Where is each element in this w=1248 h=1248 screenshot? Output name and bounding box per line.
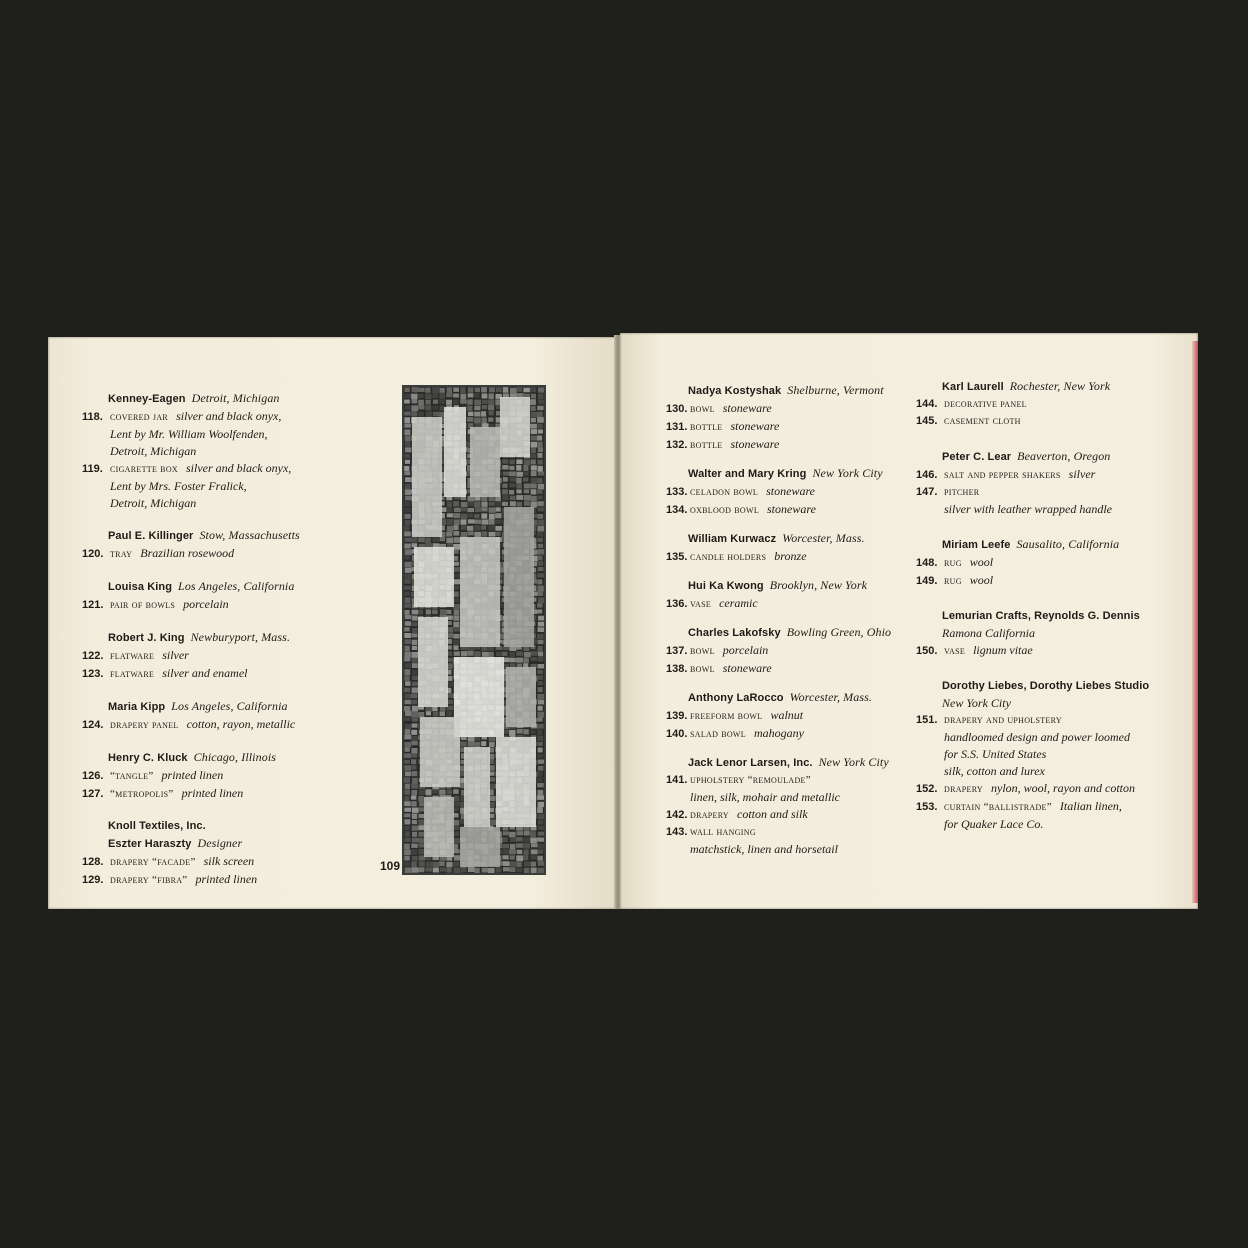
catalog-item [82,596,402,614]
maker-name: Walter and Mary Kring [688,468,807,480]
item-title: bowl [690,663,715,675]
item-number: 124. [82,719,104,731]
catalog-entry [82,389,402,512]
maker-heading [82,697,402,716]
designer-heading [82,835,402,853]
item-medium: silver and black onyx, [176,409,282,423]
item-title: salad bowl [690,728,746,740]
item-title: rug [944,557,962,569]
maker-heading [82,817,402,835]
maker-heading [666,688,926,707]
catalog-entry [82,817,402,889]
maker-name: Peter C. Lear [942,451,1012,463]
maker-location: Detroit, Michigan [191,391,280,405]
catalog-entry [666,464,926,519]
catalog-item [82,785,402,803]
catalog-entry [666,623,926,678]
item-number: 137. [666,645,688,657]
item-title: “metropolis” [110,788,174,800]
catalog-entry [666,529,926,566]
left-page [48,337,616,909]
maker-heading [666,529,926,548]
maker-sublocation: New York City [942,696,1011,710]
item-number: 153. [916,801,938,813]
item-number: 132. [666,439,688,451]
item-medium: ceramic [719,596,758,610]
catalog-entry [666,688,926,743]
catalog-item [666,707,926,725]
maker-heading [666,753,926,772]
item-number: 128. [82,856,104,868]
maker-name: Nadya Kostyshak [688,385,782,397]
item-title: wall hanging [690,826,756,838]
item-medium: stoneware [730,437,780,451]
item-title: cigarette box [110,463,178,475]
maker-name: Paul E. Killinger [108,530,194,542]
item-title: vase [690,598,712,610]
item-number: 123. [82,668,104,680]
item-medium: silver [1068,467,1096,481]
maker-heading [82,628,402,647]
item-medium: walnut [770,708,804,722]
catalog-item [82,767,402,785]
item-title: freeform bowl [690,710,763,722]
maker-location: Sausalito, California [1016,537,1120,551]
maker-heading [916,535,1186,554]
catalog-item [82,871,402,889]
mosaic-shape [500,397,530,457]
left-catalog-column [82,389,402,903]
maker-heading [82,389,402,408]
item-number: 138. [666,663,688,675]
right-page [620,333,1198,909]
catalog-entry [82,526,402,563]
item-title: drapery and upholstery [944,714,1062,726]
maker-heading [916,607,1186,625]
item-number: 131. [666,421,688,433]
maker-location: Stow, Massachusetts [199,528,300,542]
maker-name: Dorothy Liebes, Dorothy Liebes Studio [942,680,1150,692]
item-title: oxblood bowl [690,504,760,516]
maker-location: New York City [812,466,883,480]
item-number: 145. [916,415,938,427]
item-title: “tangle” [110,770,154,782]
mosaic-shape [454,657,504,737]
catalog-item [666,824,926,841]
maker-name: Miriam Leefe [942,539,1011,551]
mosaic-shape [460,537,500,647]
maker-heading [666,464,926,483]
item-title: salt and pepper shakers [944,469,1061,481]
item-medium: silver and enamel [162,666,248,680]
catalog-item [916,712,1186,729]
item-medium: printed linen [161,768,224,782]
item-medium: stoneware [722,401,772,415]
item-number: 142. [666,809,688,821]
mosaic-shape [496,737,536,827]
mosaic-shape [464,747,490,827]
catalog-item [666,772,926,789]
mosaic-shape [424,797,454,857]
mosaic-shape [418,617,448,707]
catalog-entry [666,381,926,454]
item-note: for S.S. United States [944,747,1047,761]
item-number: 136. [666,598,688,610]
item-title: tray [110,548,133,560]
item-title: celadon bowl [690,486,759,498]
maker-name: Robert J. King [108,632,185,644]
item-note: Lent by Mrs. Foster Fralick, [110,479,247,493]
item-number: 130. [666,403,688,415]
catalog-item [666,418,926,436]
item-number: 122. [82,650,104,662]
maker-location: Beaverton, Oregon [1017,449,1111,463]
catalog-entry [82,628,402,683]
catalog-entry [666,576,926,613]
maker-heading [82,577,402,596]
item-title: casement cloth [944,415,1021,427]
item-number: 129. [82,874,104,886]
maker-name: Henry C. Kluck [108,752,188,764]
maker-name: Hui Ka Kwong [688,580,764,592]
catalog-entry [916,447,1186,518]
maker-location: Rochester, New York [1009,379,1111,393]
catalog-item [916,572,1186,590]
item-number: 140. [666,728,688,740]
catalog-item [916,413,1186,430]
mosaic-shape [420,717,460,787]
mosaic-shape [470,427,500,497]
item-note: Lent by Mr. William Woolfenden, [110,427,268,441]
catalog-entry [82,748,402,803]
item-title: drapery panel [110,719,179,731]
item-title: flatware [110,650,155,662]
maker-location: Chicago, Illinois [193,750,277,764]
item-title: candle holders [690,551,767,563]
page-edge [1192,341,1198,903]
maker-heading [666,623,926,642]
item-title: bowl [690,645,715,657]
item-number: 147. [916,486,938,498]
mosaic-image [404,387,544,873]
maker-name: Knoll Textiles, Inc. [108,820,206,832]
item-number: 146. [916,469,938,481]
item-medium: cotton, rayon, metallic [186,717,296,731]
item-medium: lignum vitae [973,643,1033,657]
item-number: 127. [82,788,104,800]
item-title: drapery [690,809,729,821]
item-note: for Quaker Lace Co. [944,817,1044,831]
catalog-item [666,548,926,566]
maker-heading [666,576,926,595]
item-medium: porcelain [722,643,769,657]
item-title: covered jar [110,411,169,423]
page-number: 109 [380,859,401,873]
catalog-entry [916,535,1186,590]
catalog-item [916,396,1186,413]
catalog-item [82,716,402,734]
catalog-item [82,460,402,478]
catalog-item [82,665,402,683]
item-medium: silk screen [203,854,255,868]
maker-location: Los Angeles, California [171,699,288,713]
maker-heading [82,748,402,767]
right-catalog-column-b [916,377,1186,850]
item-number: 133. [666,486,688,498]
catalog-item [666,595,926,613]
catalog-item [82,408,402,426]
maker-name: Louisa King [108,581,173,593]
item-number: 120. [82,548,104,560]
maker-location: Los Angeles, California [178,579,295,593]
catalog-item [666,725,926,743]
item-medium: printed linen [181,786,244,800]
item-medium: mahogany [753,726,804,740]
item-number: 143. [666,826,688,838]
maker-heading [916,447,1186,466]
maker-name: Kenney-Eagen [108,393,186,405]
item-number: 152. [916,783,938,795]
catalog-item [916,484,1186,501]
mosaic-shape [506,667,536,727]
item-medium: cotton and silk [737,807,808,821]
catalog-item [916,554,1186,572]
item-medium: stoneware [730,419,780,433]
item-title: drapery [944,783,983,795]
item-title: drapery “fibra” [110,874,188,886]
catalog-item [82,853,402,871]
item-title: bowl [690,403,715,415]
catalog-entry [916,677,1186,833]
item-note: silk, cotton and lurex [944,764,1045,778]
item-number: 149. [916,575,938,587]
item-medium: silver [162,648,189,662]
item-title: curtain “ballistrade” [944,801,1052,813]
catalog-item [82,647,402,665]
item-number: 150. [916,645,938,657]
maker-location: Worcester, Mass. [789,690,873,704]
item-title: drapery “facade” [110,856,196,868]
item-title: flatware [110,668,155,680]
item-title: upholstery “remoulade” [690,774,811,786]
mosaic-artwork-image [402,385,546,875]
catalog-entry [916,377,1186,430]
item-title: bottle [690,439,723,451]
item-number: 151. [916,714,938,726]
catalog-item [916,780,1186,798]
maker-heading [666,381,926,400]
item-medium: wool [969,555,994,569]
catalog-item [916,798,1186,816]
maker-name: Jack Lenor Larsen, Inc. [688,757,813,769]
item-medium: printed linen [195,872,258,886]
maker-name: Lemurian Crafts, Reynolds G. Dennis [942,610,1140,622]
maker-name: Karl Laurell [942,381,1004,393]
catalog-item [666,501,926,519]
catalog-item [666,483,926,501]
designer-name: Eszter Haraszty [108,838,192,850]
mosaic-shape [444,407,466,497]
item-medium: wool [969,573,994,587]
item-title: pair of bowls [110,599,176,611]
item-title: bottle [690,421,723,433]
catalog-entry [82,697,402,734]
catalog-item [916,466,1186,484]
maker-name: Maria Kipp [108,701,166,713]
maker-name: William Kurwacz [688,533,777,545]
item-number: 126. [82,770,104,782]
mosaic-shape [414,547,454,607]
item-number: 121. [82,599,104,611]
item-medium: Brazilian rosewood [140,546,235,560]
item-number: 139. [666,710,688,722]
maker-heading [82,526,402,545]
item-medium: porcelain [183,597,229,611]
item-note: linen, silk, mohair and metallic [690,790,840,804]
mosaic-shape [504,507,534,647]
item-title: pitcher [944,486,980,498]
maker-location: Bowling Green, Ohio [786,625,892,639]
item-note: matchstick, linen and horsetail [690,842,838,856]
maker-name: Anthony LaRocco [688,692,784,704]
maker-heading [916,677,1186,695]
item-number: 119. [82,463,103,475]
item-note: silver with leather wrapped handle [944,502,1112,516]
item-number: 135. [666,551,688,563]
mosaic-shape [412,417,442,537]
catalog-item [666,400,926,418]
item-medium: silver and black onyx, [185,461,292,475]
maker-heading [916,377,1186,396]
catalog-item [666,806,926,824]
catalog-item [666,436,926,454]
item-number: 134. [666,504,688,516]
catalog-item [916,642,1186,660]
item-title: decorative panel [944,398,1027,410]
catalog-entry [666,753,926,858]
maker-location: Newburyport, Mass. [190,630,291,644]
designer-role: Designer [197,836,243,850]
item-number: 141. [666,774,688,786]
mosaic-shape [460,827,500,867]
item-title: rug [944,575,962,587]
item-medium: Italian linen, [1059,799,1122,813]
item-note: handloomed design and power loomed [944,730,1130,744]
catalog-entry [916,607,1186,660]
right-catalog-column-a [666,381,926,868]
maker-location: Brooklyn, New York [769,578,868,592]
item-medium: stoneware [722,661,772,675]
item-number: 118. [82,411,103,423]
maker-sublocation: Ramona California [942,626,1036,640]
item-note: Detroit, Michigan [110,496,197,510]
catalog-entry [82,577,402,614]
item-number: 148. [916,557,938,569]
item-note: Detroit, Michigan [110,444,197,458]
maker-location: Shelburne, Vermont [787,383,884,397]
item-medium: nylon, wool, rayon and cotton [991,781,1135,795]
maker-location: Worcester, Mass. [782,531,865,545]
maker-name: Charles Lakofsky [688,627,781,639]
maker-location: New York City [818,755,889,769]
catalog-item [82,545,402,563]
item-medium: bronze [774,549,807,563]
item-title: vase [944,645,966,657]
item-medium: stoneware [767,502,816,516]
item-number: 144. [916,398,938,410]
item-medium: stoneware [766,484,816,498]
catalog-item [666,642,926,660]
catalog-item [666,660,926,678]
open-book [48,333,1200,913]
